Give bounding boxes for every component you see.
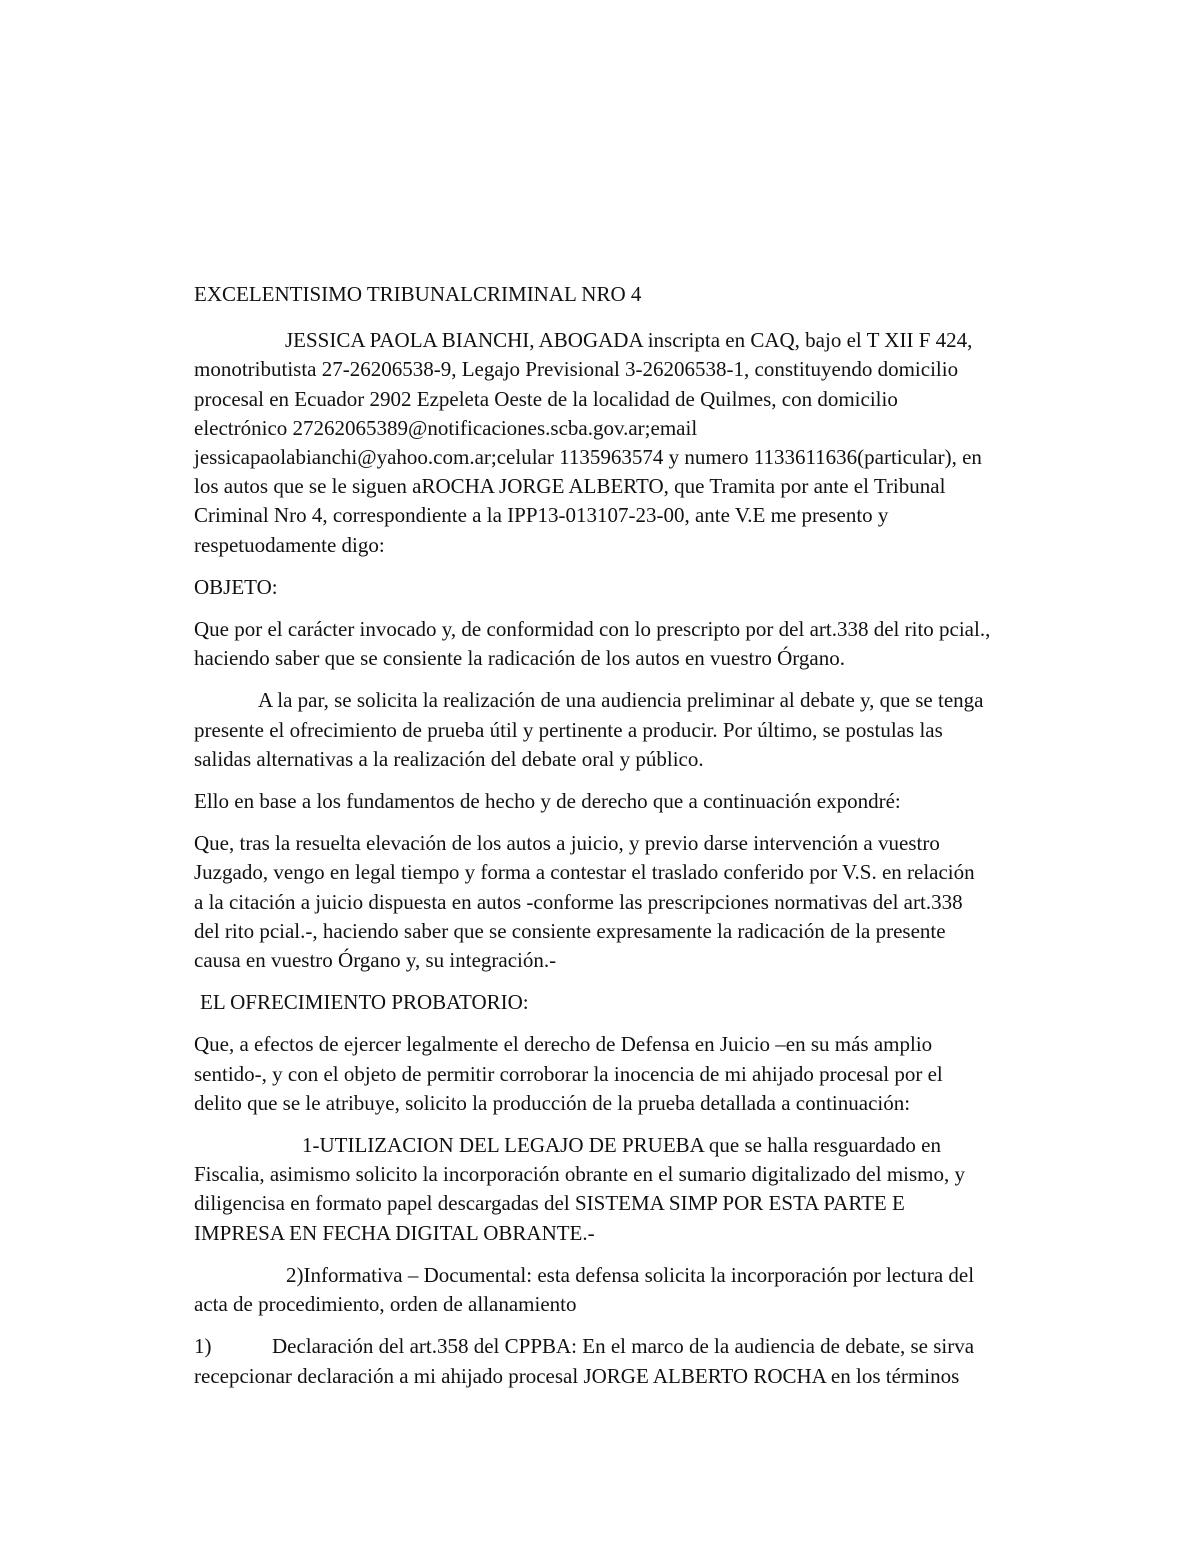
traslado-line: del rito pcial.-, haciendo saber que se consiente expresamente la radicación de la presente (194, 918, 946, 943)
solicitud-line: salidas alternativas a la realización del debate oral y público. (194, 746, 704, 771)
solicitud-line: A la par, se solicita la realización de una audiencia preliminar al debate y, que se tenga (258, 688, 984, 713)
intro-line: procesal en Ecuador 2902 Ezpeleta Oeste de la localidad de Quilmes, con domicilio (194, 386, 898, 411)
objeto-line: Que por el carácter invocado y, de conformidad con lo prescripto por del art.338 del rito pcial., (194, 617, 991, 642)
solicitud-paragraph (194, 686, 1074, 774)
intro-line: jessicapaolabianchi@yahoo.com.ar;celular 1135963574 y numero 1133611636(particular), en (194, 445, 982, 470)
ofrecimiento-line: sentido-, y con el objeto de permitir corroborar la inocencia de mi ahijado procesal por el (194, 1061, 943, 1086)
ofrecimiento-heading: EL OFRECIMIENTO PROBATORIO: (200, 990, 529, 1015)
intro-line: JESSICA PAOLA BIANCHI, ABOGADA inscripta en CAQ, bajo el T XII F 424, (285, 328, 973, 353)
legajo-paragraph (194, 1131, 1074, 1248)
intro-line: Criminal Nro 4, correspondiente a la IPP13-013107-23-00, ante V.E me presento y (194, 503, 889, 528)
solicitud-line: presente el ofrecimiento de prueba útil y pertinente a producir. Por último, se postulas las (194, 717, 943, 742)
traslado-line: causa en vuestro Órgano y, su integración.- (194, 948, 557, 973)
intro-line: electrónico 27262065389@notificaciones.scba.gov.ar;email (194, 415, 698, 440)
informativa-line: 2)Informativa – Documental: esta defensa solicita la incorporación por lectura del (286, 1262, 975, 1287)
intro-line: monotributista 27-26206538-9, Legajo Previsional 3-26206538-1, constituyendo domicilio (194, 357, 959, 382)
declaracion-paragraph (194, 1332, 1074, 1390)
informativa-line: acta de procedimiento, orden de allanamiento (194, 1292, 577, 1317)
ofrecimiento-line: delito que se le atribuye, solicito la producción de la prueba detallada a continuación: (194, 1090, 911, 1115)
ofrecimiento-line: Que, a efectos de ejercer legalmente el derecho de Defensa en Juicio –en su más amplio (194, 1032, 933, 1057)
legajo-line: 1-UTILIZACION DEL LEGAJO DE PRUEBA que se halla resguardado en (302, 1133, 941, 1158)
legajo-line: IMPRESA EN FECHA DIGITAL OBRANTE.- (194, 1220, 595, 1245)
informativa-paragraph (194, 1261, 1074, 1319)
list-number: 1) (194, 1334, 212, 1359)
intro-line: respetuodamente digo: (194, 532, 385, 557)
traslado-paragraph (194, 829, 1074, 975)
intro-paragraph (194, 326, 1074, 560)
objeto-paragraph (194, 615, 1074, 673)
objeto-heading: OBJETO: (194, 574, 278, 599)
declaracion-first-line (194, 1332, 1074, 1361)
declaracion-line: Declaración del art.358 del CPPBA: En el marco de la audiencia de debate, se sirva (272, 1334, 975, 1359)
fundamentos-paragraph: Ello en base a los fundamentos de hecho y de derecho que a continuación expondré: (194, 789, 901, 814)
document-body (194, 280, 1074, 1404)
legajo-line: Fiscalia, asimismo solicito la incorporación obrante en el sumario digitalizado del mismo, y (194, 1162, 965, 1187)
legajo-line: diligencisa en formato papel descargadas del SISTEMA SIMP POR ESTA PARTE E (194, 1191, 905, 1216)
declaracion-line: recepcionar declaración a mi ahijado procesal JORGE ALBERTO ROCHA en los términos (194, 1363, 960, 1388)
objeto-line: haciendo saber que se consiente la radicación de los autos en vuestro Órgano. (194, 646, 845, 671)
traslado-line: Que, tras la resuelta elevación de los autos a juicio, y previo darse intervención a vuestro (194, 831, 940, 856)
traslado-line: a la citación a juicio dispuesta en autos -conforme las prescripciones normativas del art.338 (194, 889, 963, 914)
traslado-line: Juzgado, vengo en legal tiempo y forma a contestar el traslado conferido por V.S. en relación (194, 860, 975, 885)
intro-line: los autos que se le siguen aROCHA JORGE ALBERTO, que Tramita por ante el Tribunal (194, 474, 946, 499)
ofrecimiento-paragraph (194, 1030, 1074, 1118)
document-title: EXCELENTISIMO TRIBUNALCRIMINAL NRO 4 (194, 282, 642, 306)
